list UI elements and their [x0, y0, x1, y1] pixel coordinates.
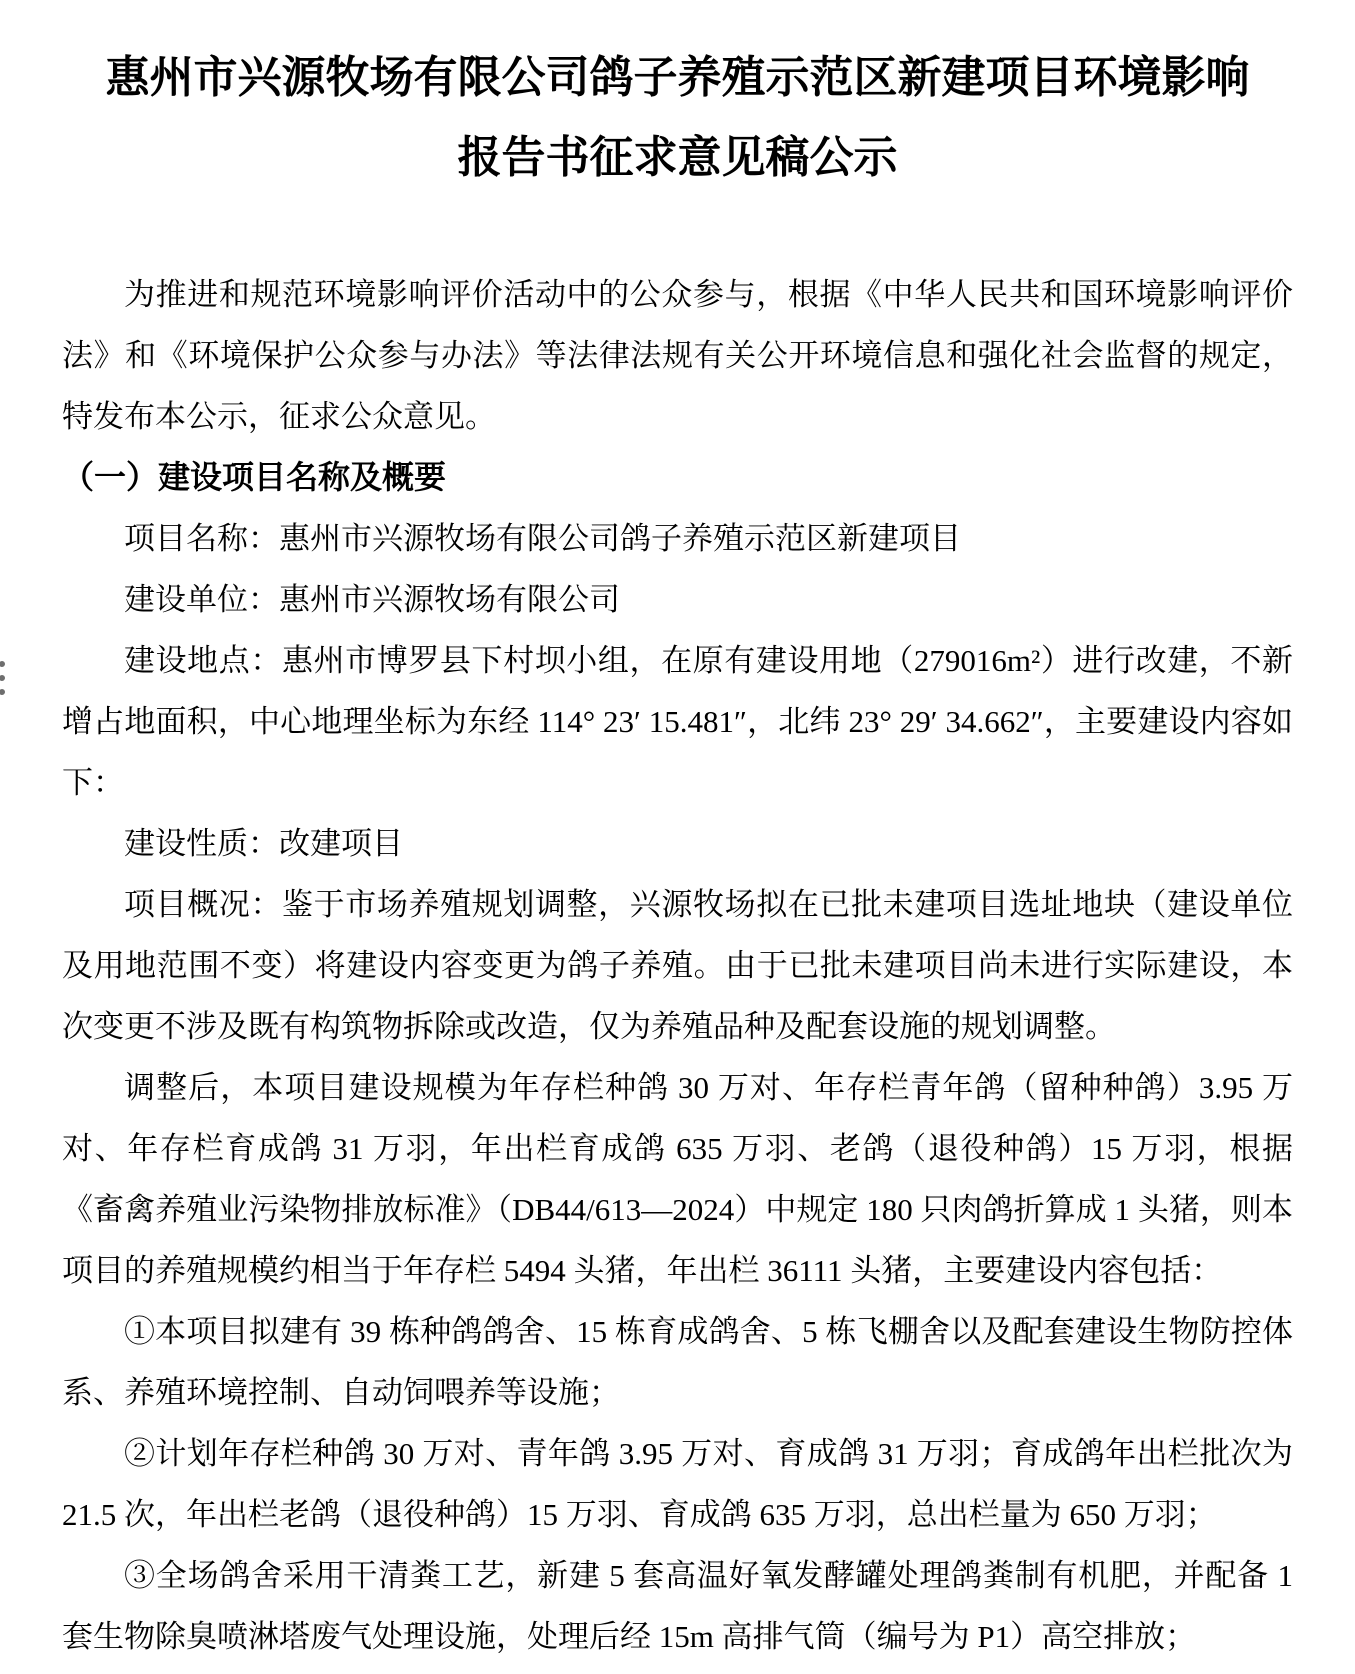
handle-dot	[0, 675, 5, 681]
section-1-heading: （一）建设项目名称及概要	[62, 459, 447, 495]
construction-unit-line: 建设单位：惠州市兴源牧场有限公司	[124, 582, 620, 617]
item-3-paragraph: ③全场鸽舍采用干清粪工艺，新建 5 套高温好氧发酵罐处理鸽粪制有机肥，并配备 1 套生物除臭喷淋塔废气处理设施，处理后经 15m 高排气筒（编号为 P1）高空排放；	[62, 1558, 1293, 1654]
project-overview-paragraph: 项目概况：鉴于市场养殖规划调整，兴源牧场拟在已批未建项目选址地块（建设单位及用地范围不变）将建设内容变更为鸽子养殖。由于已批未建项目尚未进行实际建设，本次变更不涉及既有构筑物拆除或改造，仅为养殖品种及配套设施的规划调整。	[62, 887, 1293, 1044]
item-1-paragraph: ①本项目拟建有 39 栋种鸽鸽舍、15 栋育成鸽舍、5 栋飞棚舍以及配套建设生物防控体系、养殖环境控制、自动饲喂养等设施；	[62, 1314, 1293, 1410]
project-name-line: 项目名称：惠州市兴源牧场有限公司鸽子养殖示范区新建项目	[124, 521, 961, 556]
scale-paragraph: 调整后，本项目建设规模为年存栏种鸽 30 万对、年存栏青年鸽（留种种鸽）3.95 万对、年存栏育成鸽 31 万羽，年出栏育成鸽 635 万羽、老鸽（退役种鸽）15 万羽，根据《畜禽养殖业污染物排放标准》（DB44/613—2024）中规定 180 只肉鸽折算成 1 头猪，则本项目的养殖规模约相当于年存栏 5494 头猪，年出栏 36111 头猪，主要建设内容包括：	[62, 1070, 1293, 1288]
title-line-2: 报告书征求意见稿公示	[457, 133, 898, 182]
construction-nature-line: 建设性质：改建项目	[124, 826, 403, 861]
title-line-1: 惠州市兴源牧场有限公司鸽子养殖示范区新建项目环境影响	[105, 53, 1250, 102]
document-title	[62, 38, 1293, 198]
location-paragraph: 建设地点：惠州市博罗县下村坝小组，在原有建设用地（279016m²）进行改建，不新增占地面积，中心地理坐标为东经 114° 23′ 15.481″，北纬 23° 29′ 34.662″，主要建设内容如下：	[62, 643, 1293, 800]
intro-paragraph: 为推进和规范环境影响评价活动中的公众参与，根据《中华人民共和国环境影响评价法》和《环境保护公众参与办法》等法律法规有关公开环境信息和强化社会监督的规定，特发布本公示，征求公众意见。	[62, 277, 1293, 434]
handle-dot	[0, 689, 5, 695]
item-2-paragraph: ②计划年存栏种鸽 30 万对、青年鸽 3.95 万对、育成鸽 31 万羽；育成鸽年出栏批次为 21.5 次，年出栏老鸽（退役种鸽）15 万羽、育成鸽 635 万羽，总出栏量为 650 万羽；	[62, 1436, 1293, 1532]
handle-dot	[0, 661, 5, 667]
vertical-drag-handle-icon[interactable]	[0, 661, 8, 703]
document-body	[62, 264, 1293, 1667]
